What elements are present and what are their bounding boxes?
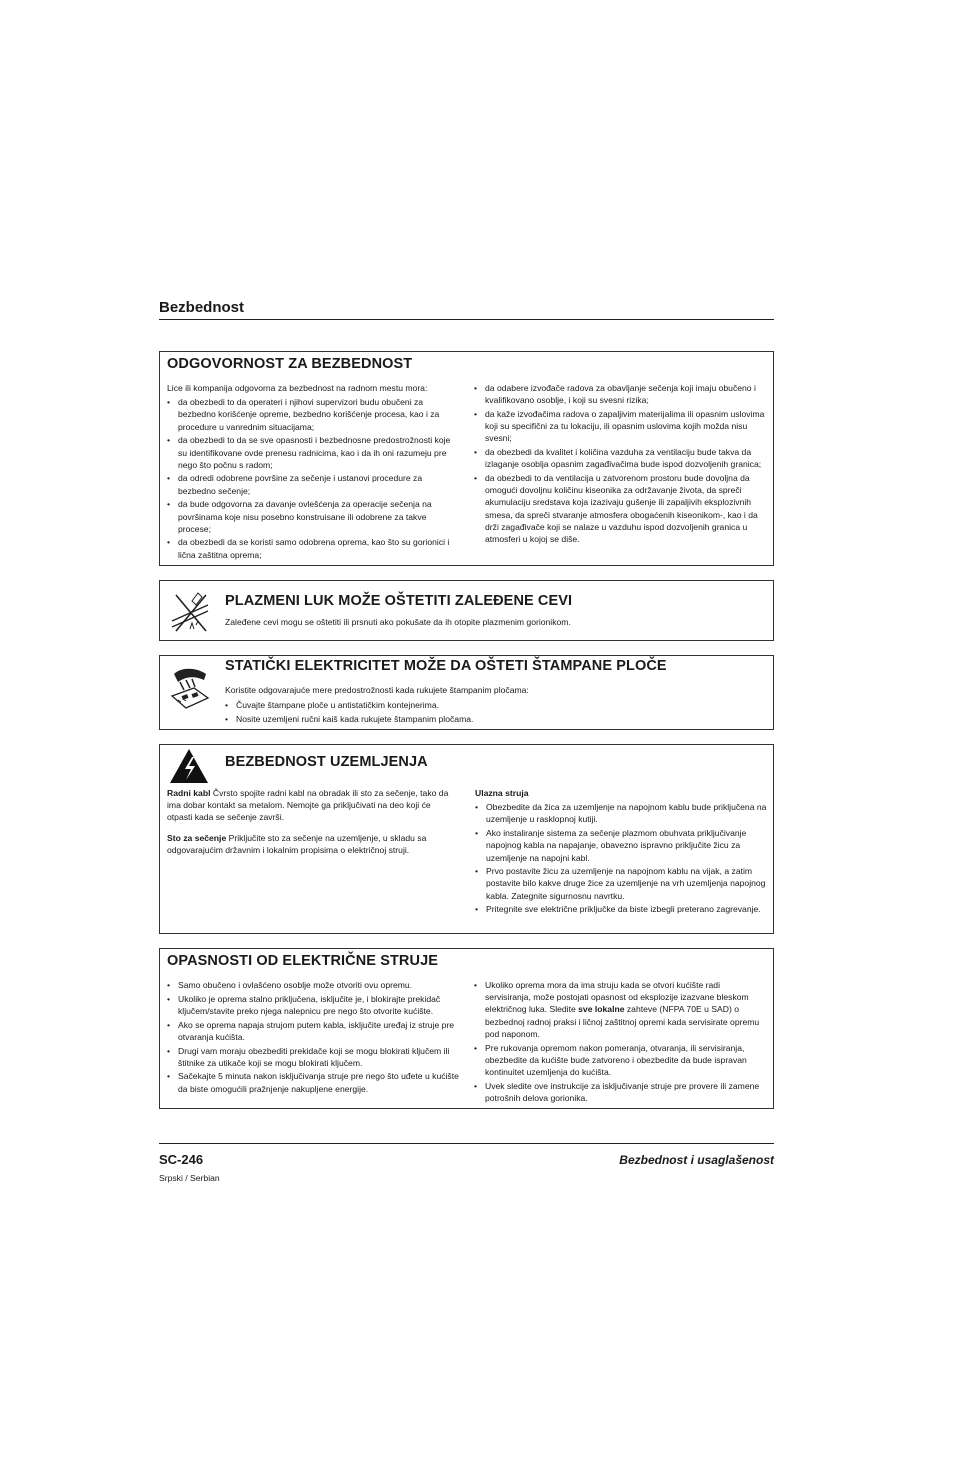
list-item: • da odabere izvođače radova za obavljanje sečenja koji imaju obučeno i kvalifikovano osoblje, i koji su svesni rizika;: [474, 382, 767, 406]
live-service-text-bold: sve lokalne: [578, 1004, 625, 1015]
list-item: • Drugi vam moraju obezbediti prekidače koji se mogu blokirati ključem ili štitnike za utikače koji se mogu blokirati ključem.: [167, 1045, 460, 1069]
static-electricity-title: STATIČKI ELEKTRICITET MOŽE DA OŠTETI ŠTAMPANE PLOČE: [225, 658, 667, 674]
responsibility-box: [159, 351, 774, 566]
list-item: • Samo obučeno i ovlašćeno osoblje može otvoriti ovu opremu.: [167, 979, 460, 991]
electric-hazard-icon: [168, 747, 210, 790]
electric-hazards-left-list: [167, 979, 460, 1095]
work-cable-label: Radni kabl: [167, 788, 211, 798]
electric-hazards-left-column: [167, 979, 460, 1096]
list-item: • da kaže izvođačima radova o zapaljivim materijalima ili opasnim uslovima koji su specifični za tu lokaciju, ili opasnim uslovima kojih možda nisu svesni;: [474, 408, 767, 445]
list-item: • Prvo postavite žicu za uzemljenje na napojnom kablu na vijak, a zatim postavite bilo kakve druge žice za uzemljenje na vrh uzemljenja napojnog kabla. Zategnite sigurnosnu navrtku.: [475, 865, 767, 902]
grounding-right-column: [475, 787, 767, 917]
work-cable-text: Čvrsto spojite radni kabl na obradak ili sto za sečenje, tako da ima dobar kontakt sa metalom. Nemojte ga priključivati na deo koji će otpasti kada se sečenje završi.: [167, 788, 449, 823]
static-electricity-list: [225, 699, 765, 725]
list-item: • Ako instaliranje sistema za sečenje plazmom obuhvata priključivanje napojnog kabla na napajanje, obavezno ispravno priključite žicu za uzemljenje na napojni kabl.: [475, 827, 767, 864]
list-item: • Pre rukovanja opremom nakon pomeranja, otvaranja, ili servisiranja, obezbedite da kućište bude zatvoreno i obezbedite da bude ispravan kontinuitet uzemljenja do kućišta.: [474, 1042, 767, 1079]
frozen-pipes-title: PLAZMENI LUK MOŽE OŠTETITI ZALEĐENE CEVI: [225, 593, 573, 609]
static-hand-icon: [168, 664, 212, 719]
frozen-pipe-icon: [168, 587, 212, 640]
list-item: • da obezbedi da se koristi samo odobrena oprema, kao što su gorionici i lična zaštitna oprema;: [167, 536, 460, 560]
live-service-text-a: Ukoliko oprema mora da ima struju kada se otvori kućište radi servisiranja, može postojati opasnost od eksplozije izazvane bleskom električnog luka. Sledite: [485, 980, 749, 1015]
grounding-safety-title: BEZBEDNOST UZEMLJENJA: [225, 754, 428, 770]
frozen-pipes-text: Zaleđene cevi mogu se oštetiti ili prsnuti ako pokušate da ih otopite plazmenim gorionikom.: [225, 617, 571, 627]
list-item: • da odredi odobrene površine za sečenje i ustanovi procedure za bezbedno sečenje;: [167, 472, 460, 496]
header-divider: [159, 319, 774, 320]
responsibility-left-list: [167, 396, 460, 561]
list-item: • Čuvajte štampane ploče u antistatičkim kontejnerima.: [225, 699, 765, 711]
live-service-text-b: zahteve (NFPA 70E u SAD) o bezbednoj radnoj praksi i ličnoj zaštitnoj opremi kada servisirate opremu pod naponom.: [485, 1004, 760, 1039]
list-item: • da obezbedi to da se sve opasnosti i bezbednosne predostrožnosti koje su identifikovane ovde prenesu radnicima, kao i da ih oni razumeju pre nego što počnu s radom;: [167, 434, 460, 471]
footer-language: Srpski / Serbian: [159, 1173, 220, 1183]
responsibility-right-column: [474, 382, 767, 547]
list-item: • Ukoliko je oprema stalno priključena, isključite je, i blokirajte prekidač ključem/stavite preko njega nalepnicu pre nego što otvorite kućište.: [167, 993, 460, 1017]
responsibility-intro: Lice ili kompanija odgovorna za bezbednost na radnom mestu mora:: [167, 383, 428, 393]
list-item: • Uvek sledite ove instrukcije za isključivanje struje pre provere ili zamene potrošnih delova gorionika.: [474, 1080, 767, 1104]
cutting-table-paragraph: [167, 832, 457, 856]
list-item: • Nosite uzemljeni ručni kaiš kada rukujete štampanim pločama.: [225, 713, 765, 725]
grounding-left-column: [167, 787, 457, 856]
input-power-list: [475, 801, 767, 915]
responsibility-left-column: [167, 382, 460, 562]
list-item: • da bude odgovorna za davanje ovlešćenja za operacije sečenja na površinama koje nisu posebno konstruisane ili odobrene za takve procese;: [167, 498, 460, 535]
section-title: Bezbednost: [159, 299, 245, 316]
footer-section-title: Bezbednost i usaglašenost: [619, 1153, 774, 1167]
cutting-table-text: Priključite sto za sečenje na uzemljenje, u skladu sa odgovarajućim državnim i lokalnim propisima o električnoj struji.: [167, 832, 427, 855]
list-item: • Pritegnite sve električne priključke da biste izbegli preterano zagrevanje.: [475, 903, 767, 915]
responsibility-right-list: [474, 382, 767, 545]
list-item: • Sačekajte 5 minuta nakon isključivanja struje pre nego što uđete u kućište da biste omogućili pražnjenje nakupljene energije.: [167, 1070, 460, 1094]
electric-hazards-box: [159, 948, 774, 1109]
list-item: • da obezbedi da kvalitet i količina vazduha za ventilaciju bude takva da izlaganje osoblja opasnim zagađivačima bude ispod dozvoljenih granica;: [474, 446, 767, 470]
grounding-safety-box: [159, 744, 774, 934]
list-item: • da obezbedi to da operateri i njihovi supervizori budu obučeni za bezbedno korišćenje opreme, bezbedno korišćenje procesa, kao i za procedure u vanrednim situacijama;: [167, 396, 460, 433]
list-item: • Ako se oprema napaja strujom putem kabla, isključite uređaj iz struje pre otvaranja kućišta.: [167, 1019, 460, 1043]
electric-hazards-title: OPASNOSTI OD ELEKTRIČNE STRUJE: [167, 953, 439, 969]
responsibility-title: ODGOVORNOST ZA BEZBEDNOST: [167, 356, 413, 372]
electric-hazards-right-list: [474, 979, 767, 1104]
list-item: [474, 979, 767, 1040]
list-item: • da obezbedi to da ventilacija u zatvorenom prostoru bude dovoljna da omogući dovoljnu količinu kiseonika za održavanje života, da spreči akumulaciju sredstava koja izazivaju gušenje ili zapaljivih eksplozivnih smesa, da spreči stvaranje atmosfera obogaćenih kiseonikom-, kao i da drži zagađivače koji se nalaze u vazduhu ispod dozvoljenih granica u atmosferi u kojoj se diše.: [474, 472, 767, 545]
static-electricity-box: [159, 655, 774, 730]
cutting-table-label: Sto za sečenje: [167, 832, 227, 843]
static-electricity-content: [225, 684, 765, 727]
static-electricity-intro: Koristite odgovarajuće mere predostrožnosti kada rukujete štampanim pločama:: [225, 685, 529, 695]
electric-hazards-right-column: [474, 979, 767, 1106]
work-cable-paragraph: [167, 787, 457, 824]
input-power-heading: Ulazna struja: [475, 788, 529, 798]
frozen-pipes-box: [159, 580, 774, 641]
list-item: • Obezbedite da žica za uzemljenje na napojnom kablu bude priključena na uzemljenje u rasklopnoj kutiji.: [475, 801, 767, 825]
page-number: SC-246: [159, 1152, 204, 1167]
footer-divider: [159, 1143, 774, 1144]
